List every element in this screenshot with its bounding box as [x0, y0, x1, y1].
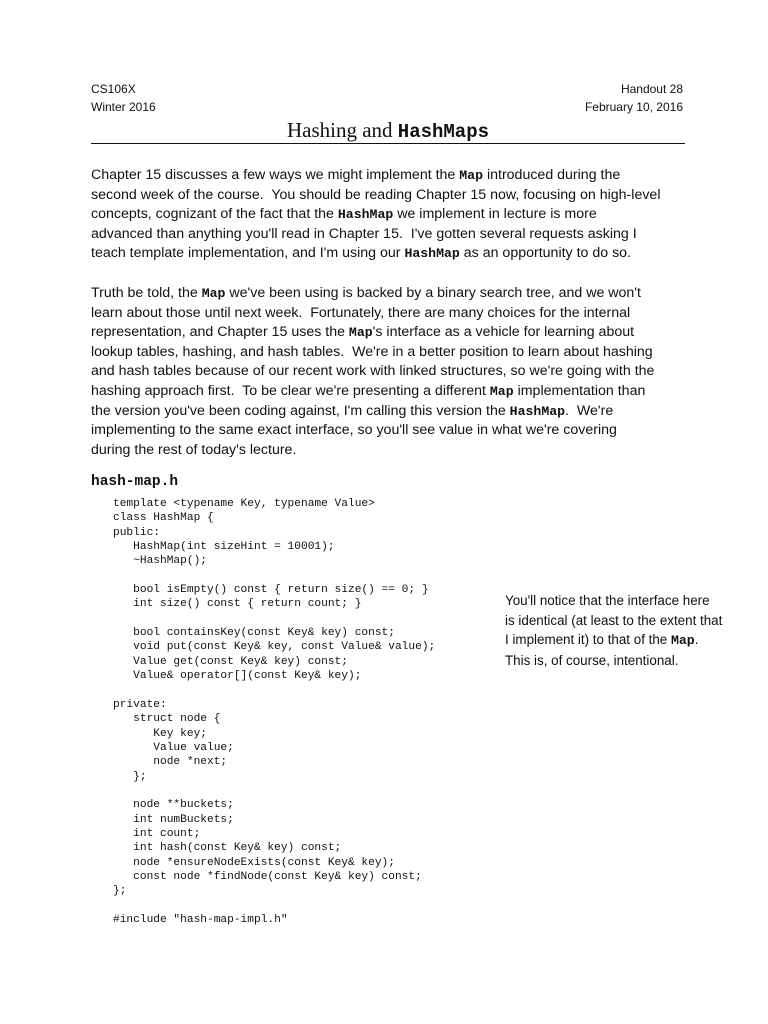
section-title: hash-map.h: [91, 474, 179, 490]
code-line: Value value;: [113, 741, 234, 754]
paragraph-line: [91, 343, 691, 363]
side-note-line: [505, 611, 765, 631]
code-line: int numBuckets;: [113, 813, 234, 826]
text-run: I implement it) to that of the: [505, 632, 671, 647]
side-note: [505, 591, 765, 670]
text-run: learn about those until next week. Fortunately, there are many choices for the internal: [91, 304, 631, 321]
code-line: [113, 784, 435, 798]
code-line: bool isEmpty() const { return size() == 0; }: [113, 584, 429, 597]
paragraph-line: [91, 244, 691, 264]
term: Winter 2016: [91, 100, 156, 114]
text-run: introduced during the: [483, 167, 621, 183]
code-line: int size() const { return count; }: [113, 598, 362, 611]
text-run: is identical (at least to the extent that: [505, 612, 723, 628]
text-run: advanced than anything you'll read in Chapter 15. I've gotten several requests asking I: [91, 225, 637, 242]
side-note-line: [505, 651, 765, 671]
text-run: 's interface as a vehicle for learning about: [372, 324, 635, 341]
side-note-line: [505, 630, 765, 651]
inline-code: HashMap: [337, 207, 394, 223]
title-code: HashMaps: [397, 121, 490, 143]
text-run: we implement in lecture is more: [393, 206, 597, 223]
page-title: [91, 116, 685, 146]
text-run: during the rest of today's lecture.: [91, 441, 297, 458]
inline-code: HashMap: [509, 403, 566, 419]
code-line: node *next;: [113, 756, 228, 769]
side-note-line: [505, 591, 765, 611]
paragraph-background: [91, 284, 691, 460]
paragraph-line: [91, 304, 691, 324]
code-line: HashMap(int sizeHint = 10001);: [113, 541, 335, 554]
paragraph-line: [91, 323, 691, 343]
text-run: teach template implementation, and I'm using our: [91, 245, 405, 262]
paragraph-line: [91, 186, 691, 206]
header-right: [585, 80, 683, 116]
text-run: This is, of course, intentional.: [505, 652, 679, 668]
code-line: struct node {: [113, 713, 221, 726]
code-line: Value& operator[](const Key& key);: [113, 670, 362, 683]
course-code: CS106X: [91, 82, 136, 96]
code-line: [113, 569, 435, 583]
inline-code: HashMap: [404, 246, 460, 262]
paragraph-intro: [91, 166, 691, 264]
inline-code: Map: [670, 633, 695, 648]
paragraph-line: [91, 441, 691, 461]
text-run: implementation than: [513, 382, 646, 399]
code-line: bool containsKey(const Key& key) const;: [113, 627, 395, 640]
code-line: public:: [113, 526, 160, 539]
code-block: [113, 497, 435, 927]
paragraph-line: [91, 205, 691, 225]
text-run: we've been using is backed by a binary search tree, and we won't: [225, 285, 641, 301]
code-line: [113, 683, 435, 697]
text-run: Chapter 15 discusses a few ways we might implement the: [91, 167, 460, 183]
inline-code: Map: [348, 325, 373, 341]
inline-code: Map: [489, 383, 514, 399]
code-line: void put(const Key& key, const Value& value);: [113, 641, 436, 654]
header-left: [91, 80, 156, 116]
handout-date: February 10, 2016: [584, 100, 683, 114]
paragraph-line: [91, 284, 691, 304]
text-run: representation, and Chapter 15 uses the: [91, 324, 349, 341]
text-run: . We're: [565, 402, 614, 419]
code-line: [113, 612, 435, 626]
code-line: node *ensureNodeExists(const Key& key);: [113, 856, 395, 869]
code-line: private:: [113, 698, 167, 711]
code-line: int hash(const Key& key) const;: [113, 842, 342, 855]
inline-code: Map: [201, 286, 226, 301]
title-rule: [91, 143, 685, 144]
paragraph-line: [91, 225, 691, 245]
code-line: };: [113, 885, 127, 898]
inline-code: Map: [459, 168, 484, 183]
paragraph-line: [91, 362, 691, 382]
paragraph-line: [91, 421, 691, 441]
paragraph-line: [91, 166, 691, 186]
text-run: and hash tables because of our recent work with linked structures, so we're going with the: [91, 363, 655, 380]
text-run: hashing approach first. To be clear we're presenting a different: [91, 382, 490, 399]
handout-number: Handout 28: [620, 82, 683, 96]
code-line: const node *findNode(const Key& key) const;: [113, 870, 422, 883]
code-line: class HashMap {: [113, 512, 214, 525]
text-run: concepts, cognizant of the fact that the: [91, 206, 338, 223]
text-run: as an opportunity to do so.: [459, 245, 631, 262]
code-line: Key key;: [113, 727, 207, 740]
text-run: implementing to the same exact interface, so you'll see value in what we're covering: [91, 422, 617, 439]
code-line: [113, 899, 435, 913]
code-line: ~HashMap();: [113, 555, 207, 568]
text-run: lookup tables, hashing, and hash tables. We're in a better position to learn about hashing: [91, 343, 653, 360]
code-line: template <typename Key, typename Value>: [113, 498, 375, 510]
code-line: node **buckets;: [113, 799, 234, 812]
title-text: Hashing and: [286, 118, 398, 142]
text-run: .: [694, 632, 699, 647]
code-line: Value get(const Key& key) const;: [113, 655, 348, 668]
code-line: };: [113, 770, 147, 783]
code-line: #include "hash-map-impl.h": [113, 913, 288, 926]
text-run: Truth be told, the: [91, 285, 202, 301]
code-line: int count;: [113, 827, 201, 840]
text-run: the version you've been coding against, I'm calling this version the: [91, 402, 510, 419]
text-run: second week of the course. You should be reading Chapter 15 now, focusing on high-level: [91, 186, 661, 203]
paragraph-line: [91, 382, 691, 402]
paragraph-line: [91, 402, 691, 422]
text-run: You'll notice that the interface here: [505, 593, 710, 608]
